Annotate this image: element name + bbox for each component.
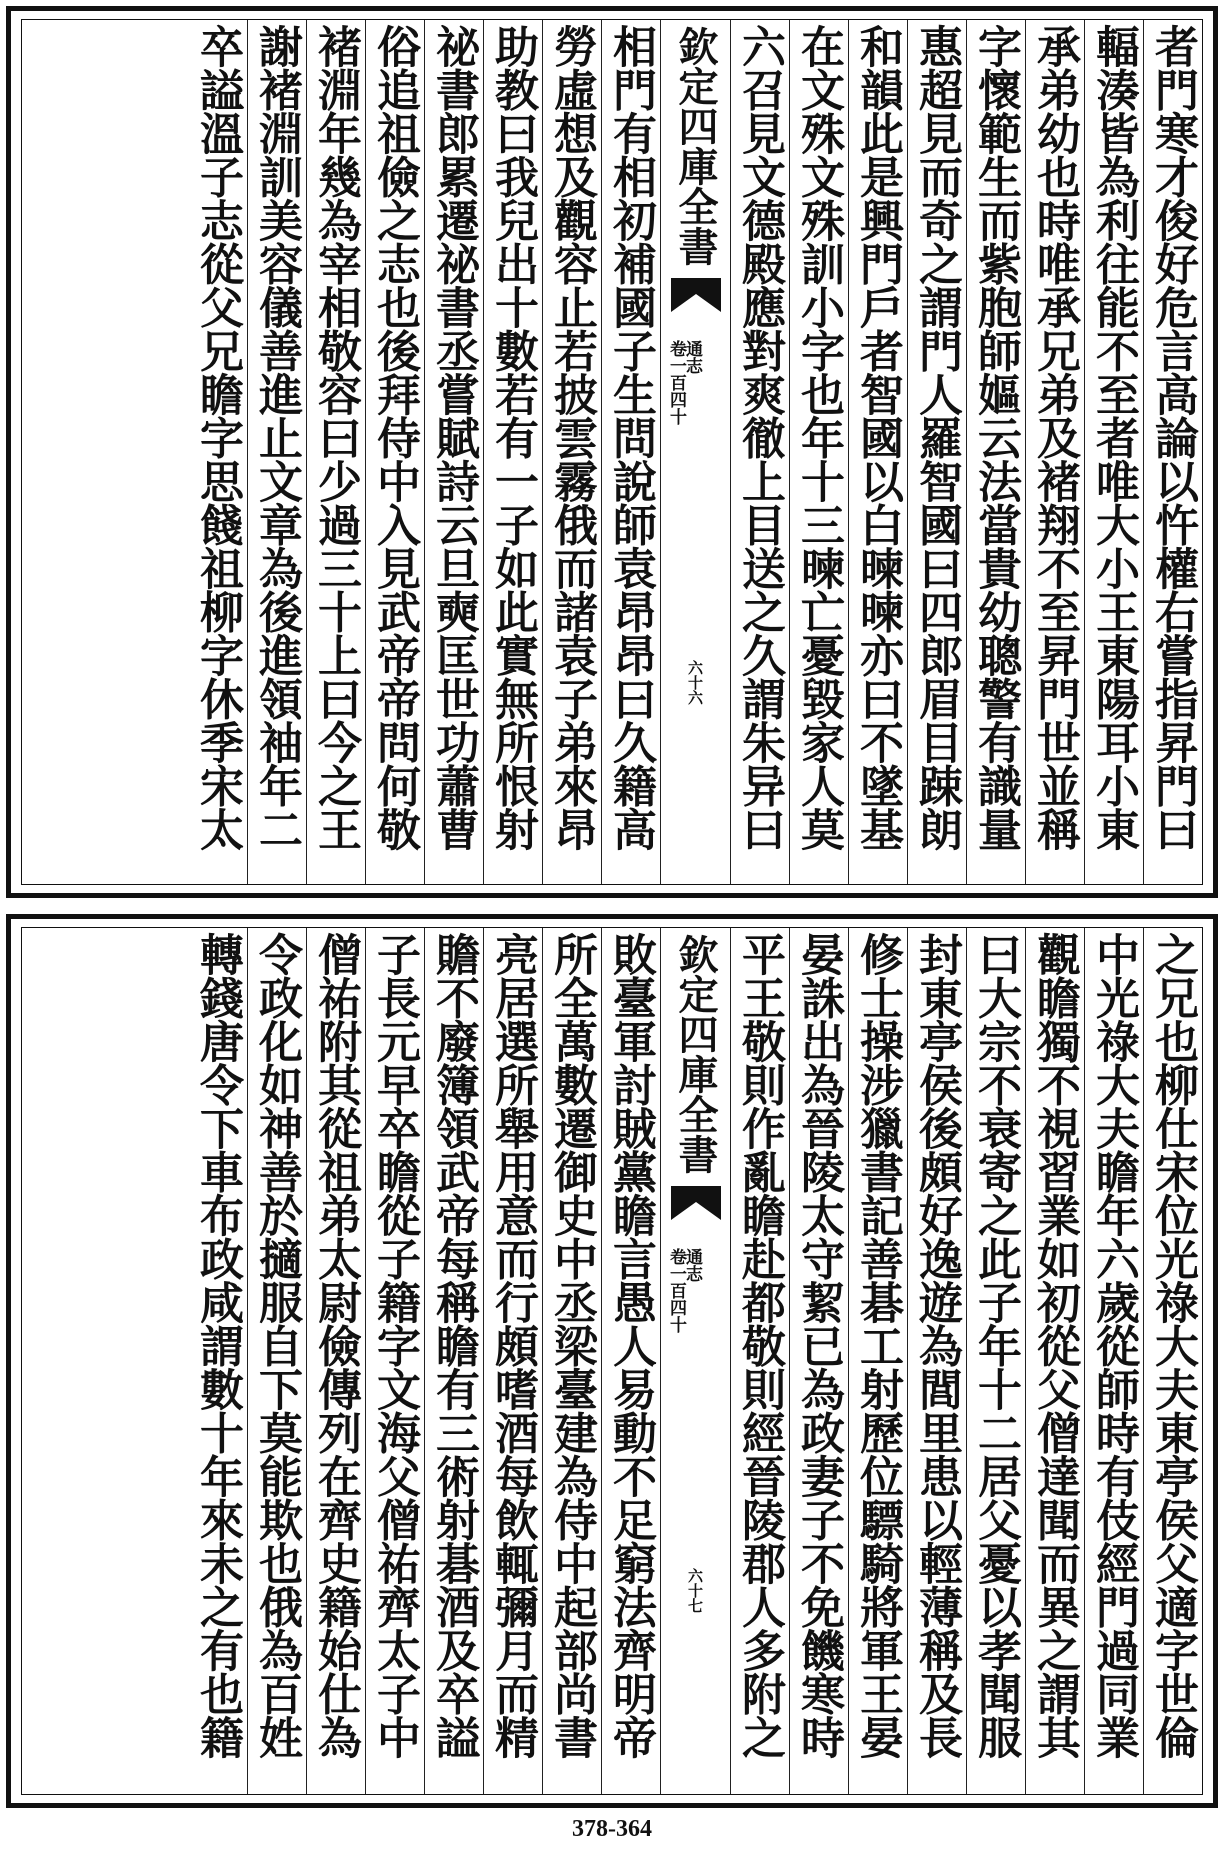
fish-tail-mark-icon: [671, 1186, 721, 1220]
text-column: 令政化如神善於擿服自下莫能欺也俄為百姓: [247, 928, 306, 1794]
fish-tail-mark-icon: [671, 278, 721, 312]
text-column: 轉錢唐令下車布政咸謂數十年來未之有也籍: [192, 932, 243, 1759]
volume-label: 卷一百四十: [666, 340, 686, 425]
text-column: 中光祿大夫瞻年六歲從師時有伎經門過同業: [1084, 928, 1143, 1794]
text-column: 字懷範生而紫胞師嫗云法當貴幼聰警有識量: [966, 20, 1025, 884]
volume-label: 卷一百四十: [666, 1248, 686, 1333]
text-column: 僧祐附其從祖弟太尉儉傳列在齊史籍始仕為: [306, 928, 365, 1794]
text-column: 卒謚溫子志從父兄瞻字思餞祖柳字休季宋太: [192, 24, 243, 851]
text-column: 祕書郎累遷祕書丞嘗賦詩云旦奭匡世功蕭曹: [424, 20, 483, 884]
text-column: 觀瞻獨不視習業如初從父僧達聞而異之謂其: [1025, 928, 1084, 1794]
sub-title: 通志: [682, 1248, 702, 1282]
text-column: 俗追祖儉之志也後拜侍中入見武帝帝問何敬: [365, 20, 424, 884]
text-column: 輻湊皆為利往能不至者唯大小王東陽耳小東: [1084, 20, 1143, 884]
page-id: 378-364: [572, 1816, 652, 1842]
leaf-number: 六十七: [686, 1568, 704, 1613]
text-column: 子長元早卒瞻從子籍字文海父僧祐齊太子中: [365, 928, 424, 1794]
text-column: 助教曰我兒出十數若有一子如此實無所恨射: [483, 20, 542, 884]
text-column: 平王敬則作亂瞻赴都敬則經晉陵郡人多附之: [730, 928, 789, 1794]
sub-title: 通志: [682, 340, 702, 374]
top-text-block: [21, 19, 1203, 885]
text-column: 贍不廢簿領武帝每稱瞻有三術射碁酒及卒謚: [424, 928, 483, 1794]
text-column: 承弟幼也時唯承兄弟及褚翔不至昇門世並稱: [1025, 20, 1084, 884]
text-column: 亮居選所舉用意而行頗嗜酒每飲輒彌月而精: [483, 928, 542, 1794]
bottom-text-block: [21, 927, 1203, 1795]
text-column: 六召見文德殿應對爽徹上目送之久謂朱异曰: [730, 20, 789, 884]
book-title: 欽定四庫全書: [672, 934, 719, 1174]
fold-column: [660, 928, 730, 1794]
text-column: 修士操涉獵書記善碁工射歷位驃騎將軍王晏: [848, 928, 907, 1794]
leaf-number: 六十六: [686, 660, 704, 705]
text-column: 敗臺軍討賊黨瞻言愚人易動不足窮法齊明帝: [601, 928, 660, 1794]
text-column: 在文殊文殊訓小字也年十三暕亡憂毀家人莫: [789, 20, 848, 884]
bottom-page: [6, 914, 1218, 1808]
text-column: 勞虛想及觀容止若披雲霧俄而諸袁子弟來昂: [542, 20, 601, 884]
text-column: 者門寒才俊好危言高論以忤權右嘗指昇門曰: [1143, 20, 1202, 884]
text-column: 之兄也柳仕宋位光祿大夫東亭侯父適字世倫: [1143, 928, 1202, 1794]
text-column: 封東亭侯後頗好逸遊為閭里患以輕薄稱及長: [907, 928, 966, 1794]
text-column: 曰大宗不衰寄之此子年十二居父憂以孝聞服: [966, 928, 1025, 1794]
book-title: 欽定四庫全書: [672, 26, 719, 266]
text-column: 惠超見而奇之謂門人羅智國曰四郎眉目踈朗: [907, 20, 966, 884]
top-page: [6, 6, 1218, 898]
text-column: 謝褚淵訓美容儀善進止文章為後進領袖年二: [247, 20, 306, 884]
text-column: 所全萬數遷御史中丞梁臺建為侍中起部尚書: [542, 928, 601, 1794]
text-column: 晏誅出為晉陵太守絜已為政妻子不免饑寒時: [789, 928, 848, 1794]
fold-column: [660, 20, 730, 884]
text-column: 褚淵年幾為宰相敬容曰少過三十上曰今之王: [306, 20, 365, 884]
text-column: 相門有相初補國子生問說師袁昂昂曰久籍高: [601, 20, 660, 884]
text-column: 和韻此是興門戶者智國以白暕暕亦曰不墜基: [848, 20, 907, 884]
